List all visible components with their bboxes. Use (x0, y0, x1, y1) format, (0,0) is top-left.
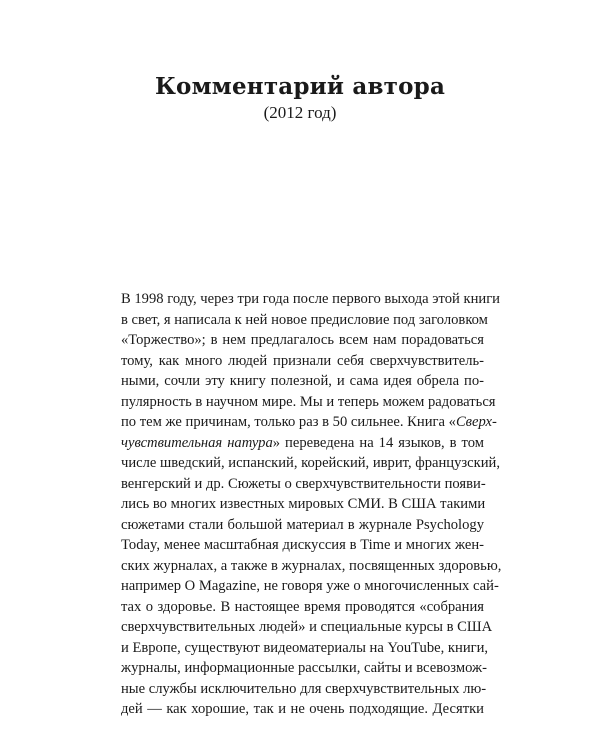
text-segment: сверхчувствительных людей» и специальные курсы в США (121, 619, 493, 635)
text-line (121, 556, 502, 577)
text-line (121, 679, 487, 700)
text-line (121, 494, 484, 515)
text-line (121, 330, 484, 351)
text-segment: и Европе, существуют видеоматериалы на YouTube, книги, (121, 639, 489, 656)
text-line (121, 658, 487, 679)
text-segment: например O Magazine, не говоря уже о многочисленных сай- (121, 578, 499, 594)
body-paragraph (121, 289, 502, 720)
text-line (121, 515, 484, 536)
text-segment: » переведена на 14 языков, в том (272, 434, 484, 451)
text-segment: лись во многих известных мировых СМИ. В США такими (121, 496, 486, 512)
text-segment: журналы, информационные рассылки, сайты и всевозмож- (121, 660, 487, 676)
text-line (121, 310, 488, 331)
italic-text: Сверх- (455, 414, 497, 430)
text-line (121, 576, 499, 597)
text-segment: в свет, я написала к ней новое предисловие под заголовком (121, 311, 488, 328)
text-segment: ских журналах, а также в журналах, посвященных здоровью, (121, 557, 502, 574)
text-segment: «Торжество»; в нем предлагалось всем нам порадоваться (121, 332, 484, 348)
text-line (121, 474, 484, 495)
italic-text: чувствительная натура (121, 434, 273, 451)
text-line (121, 617, 493, 638)
text-segment: пулярность в научном мире. Мы и теперь можем радоваться (121, 393, 496, 410)
text-line (121, 289, 500, 310)
text-line (121, 535, 484, 556)
text-line (121, 453, 500, 474)
text-line (121, 412, 497, 433)
text-segment: дей — как хорошие, так и не очень подходящие. Десятки (121, 701, 484, 717)
text-segment: ными, сочли эту книгу полезной, и сама идея обрела по- (121, 373, 484, 389)
text-line (121, 371, 484, 392)
text-line (121, 638, 489, 659)
text-segment: числе шведский, испанский, корейский, иврит, французский, (121, 455, 500, 471)
chapter-title: Комментарий автора (154, 73, 446, 100)
chapter-subtitle: (2012 год) (263, 103, 337, 122)
text-segment: тому, как много людей признали себя сверхчувствитель- (121, 352, 484, 369)
text-segment: тах о здоровье. В настоящее время проводятся «собрания (121, 598, 484, 615)
text-segment: по тем же причинам, только раз в 50 сильнее. Книга « (121, 414, 456, 430)
text-segment: В 1998 году, через три года после первого выхода этой книги (121, 291, 500, 307)
text-line (121, 433, 484, 454)
text-segment: ные службы исключительно для сверхчувствительных лю- (121, 680, 487, 697)
text-segment: венгерский и др. Сюжеты о сверхчувствительности появи- (121, 475, 486, 492)
text-segment: Today, менее масштабная дискуссия в Time и многих жен- (121, 537, 484, 553)
text-segment: сюжетами стали большой материал в журнале Psychology (121, 516, 484, 533)
text-line (121, 597, 484, 618)
text-line (121, 699, 484, 720)
text-line (121, 351, 484, 372)
text-line (121, 392, 496, 413)
